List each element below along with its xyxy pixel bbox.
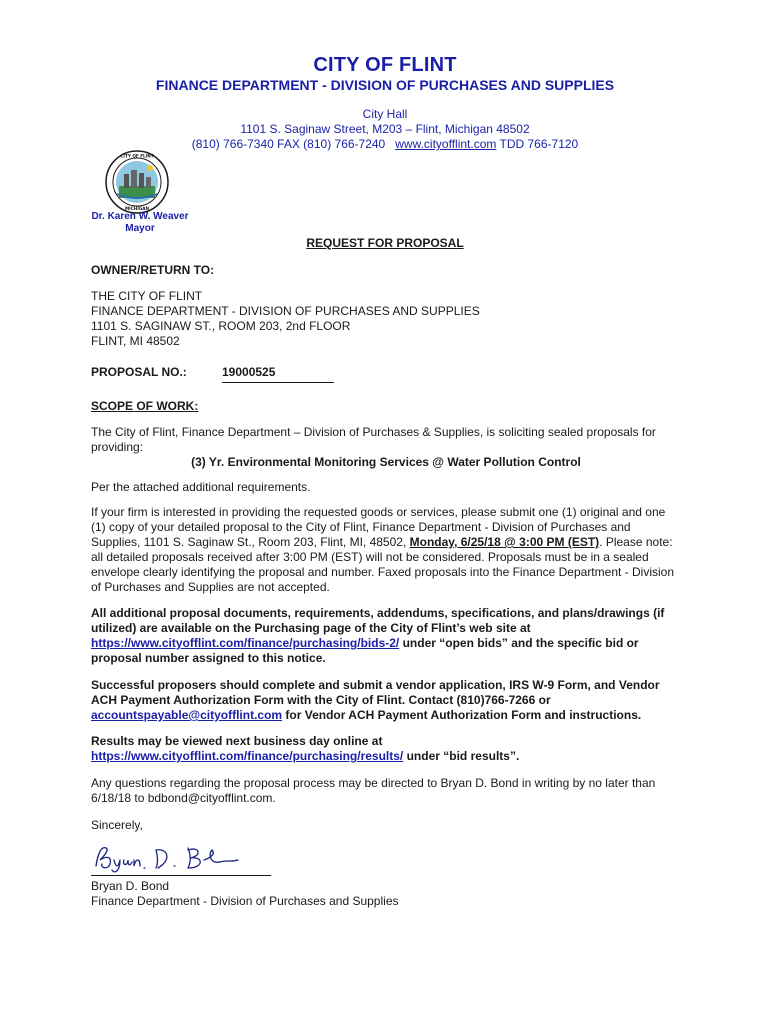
scope-intro: The City of Flint, Finance Department – Division of Purchases & Supplies, is soliciting sealed proposals for providing: xyxy=(91,425,656,454)
tdd-number: TDD 766-7120 xyxy=(499,137,579,151)
vendor-text-a: Successful proposers should complete and submit a vendor application, IRS W-9 Form, and Vendor ACH Payment Authorization Form with the City of Flint. Contact (810)766-7266 or xyxy=(91,678,660,707)
bids-link[interactable]: https://www.cityofflint.com/finance/purchasing/bids-2/ xyxy=(91,636,400,650)
svg-text:CITY OF FLINT: CITY OF FLINT xyxy=(120,153,154,159)
documents-paragraph xyxy=(91,606,681,666)
document-title: REQUEST FOR PROPOSAL xyxy=(306,236,464,250)
owner-line-2: FINANCE DEPARTMENT - DIVISION OF PURCHASES AND SUPPLIES xyxy=(91,304,480,318)
city-seal-logo xyxy=(105,150,169,214)
owner-line-1: THE CITY OF FLINT xyxy=(91,289,203,303)
closing: Sincerely, xyxy=(91,818,143,832)
questions-paragraph: Any questions regarding the proposal process may be directed to Bryan D. Bond in writing by no later than 6/18/18 to bdbond@cityofflint.com. xyxy=(91,776,656,805)
signature-image xyxy=(92,838,242,874)
phone-fax: (810) 766-7340 FAX (810) 766-7240 xyxy=(191,137,386,151)
city-title: CITY OF FLINT xyxy=(313,54,457,76)
vendor-paragraph xyxy=(91,678,681,723)
owner-line-3: 1101 S. SAGINAW ST., ROOM 203, 2nd FLOOR xyxy=(91,319,351,333)
address-line-1: City Hall xyxy=(362,107,408,121)
department-title: FINANCE DEPARTMENT - DIVISION OF PURCHASES AND SUPPLIES xyxy=(155,77,615,93)
scope-item: (3) Yr. Environmental Monitoring Services @ Water Pollution Control xyxy=(191,455,581,469)
results-text-a: Results may be viewed next business day online at xyxy=(91,734,383,748)
proposal-label: PROPOSAL NO.: xyxy=(91,365,187,379)
submission-text-a: If your firm is interested in providing the requested goods or services, please submit one (1) original and one (1) copy of your detailed proposal to the City of Flint, Finance Department - Division of Purchases and Supplies, 1101 S. Saginaw St., Room 203, Flint, MI, 48502, xyxy=(91,505,666,549)
submission-text-b: . Please note: all detailed proposals received after 3:00 PM (EST) will not be considered. Proposals must be in a sealed envelope clearly identifying the proposal and number. Faxed proposals into the Finance Department - Division of Purchases and Supplies are not accepted. xyxy=(91,535,674,594)
svg-text:MICHIGAN: MICHIGAN xyxy=(124,206,150,211)
results-link[interactable]: https://www.cityofflint.com/finance/purchasing/results/ xyxy=(91,749,404,763)
per-attached-requirements: Per the attached additional requirements. xyxy=(91,480,311,494)
contact-line xyxy=(0,137,770,151)
results-text-b: under “bid results”. xyxy=(403,749,520,763)
documents-text-a: All additional proposal documents, requirements, addendums, specifications, and plans/drawings (if utilized) are available on the Purchasing page of the City of Flint’s web site at xyxy=(91,606,665,635)
proposal-number: 19000525 xyxy=(222,365,334,383)
signer-name: Bryan D. Bond xyxy=(91,879,170,893)
mayor-title: Mayor xyxy=(125,223,155,234)
accounts-payable-email-link[interactable]: accountspayable@cityofflint.com xyxy=(91,708,283,722)
website-link[interactable]: www.cityofflint.com xyxy=(395,137,497,151)
owner-label: OWNER/RETURN TO: xyxy=(91,263,215,277)
submission-paragraph xyxy=(91,505,681,595)
mayor-name: Dr. Karen W. Weaver xyxy=(91,211,189,222)
vendor-text-b: for Vendor ACH Payment Authorization Form and instructions. xyxy=(282,708,642,722)
signature-line xyxy=(91,875,271,876)
results-paragraph xyxy=(91,734,681,764)
submission-deadline: Monday, 6/25/18 @ 3:00 PM (EST) xyxy=(409,535,600,549)
address-line-2: 1101 S. Saginaw Street, M203 – Flint, Michigan 48502 xyxy=(240,122,530,136)
owner-line-4: FLINT, MI 48502 xyxy=(91,334,180,348)
scope-label: SCOPE OF WORK: xyxy=(91,399,199,413)
documents-text-b: under “open bids” and the specific bid or proposal number assigned to this notice. xyxy=(91,636,639,665)
signer-department: Finance Department - Division of Purchases and Supplies xyxy=(91,894,399,908)
